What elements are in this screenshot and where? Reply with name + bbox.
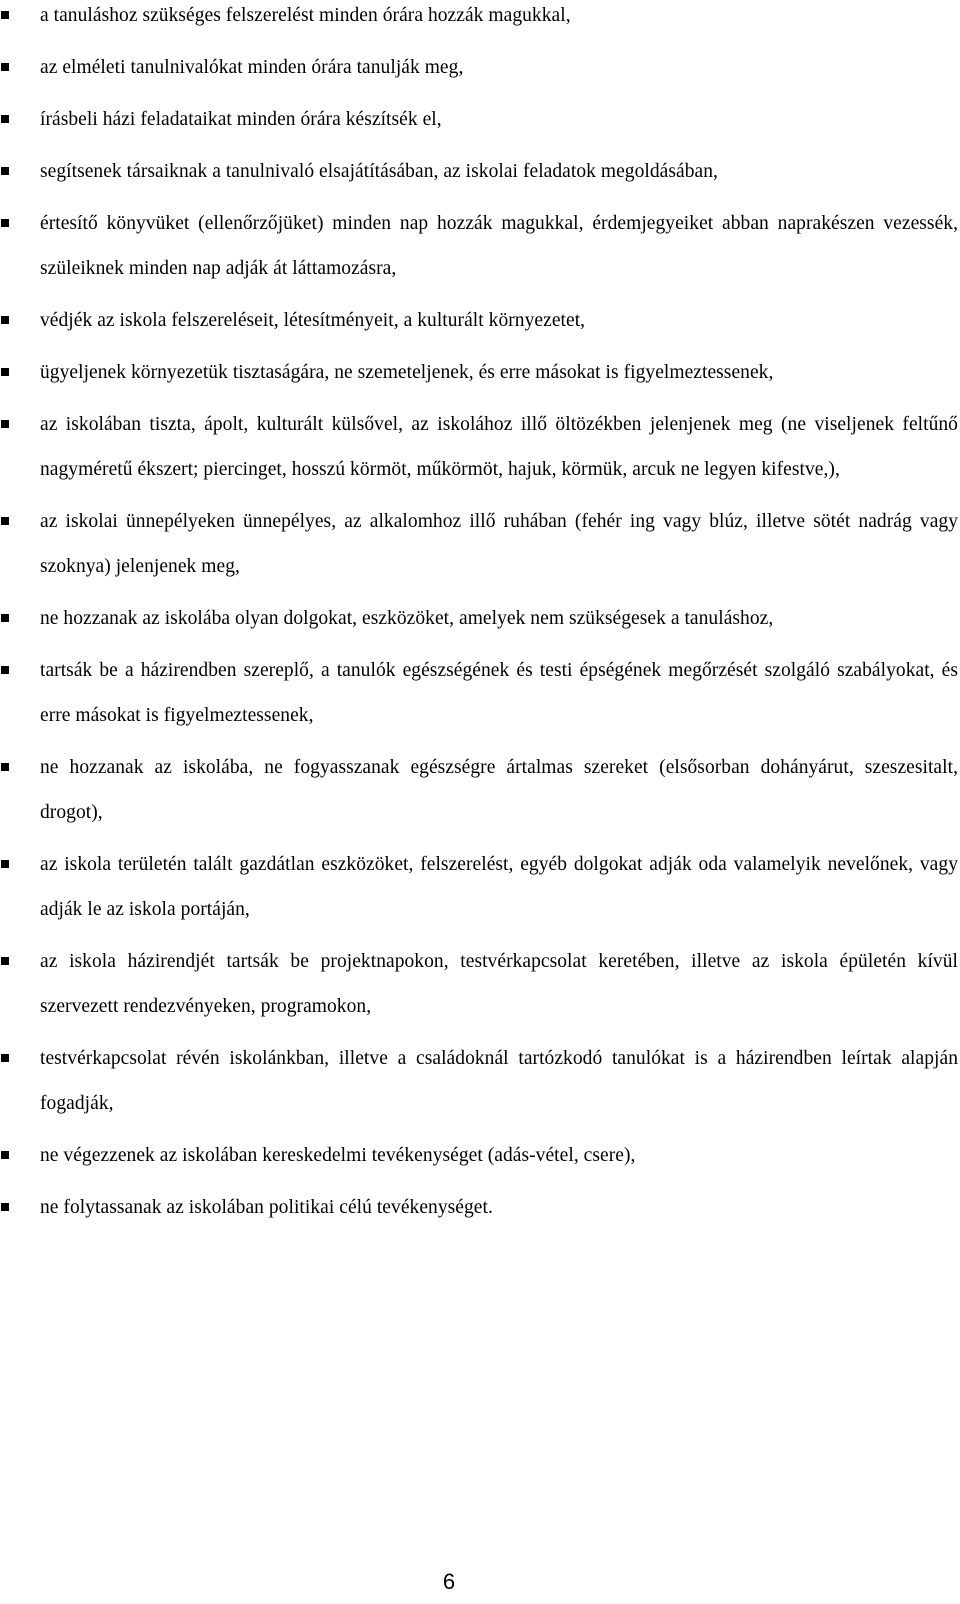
- list-item-text: írásbeli házi feladataikat minden órára készítsék el,: [40, 109, 442, 130]
- square-bullet-icon: [1, 11, 9, 19]
- square-bullet-icon: [1, 115, 9, 123]
- list-item: [0, 939, 958, 1029]
- list-item-text: az iskolában tiszta, ápolt, kulturált külsővel, az iskolához illő öltözékben jelenjenek meg (ne viseljenek feltűnő nagyméretű ékszert; piercinget, hosszú körmöt, műkörmöt, hajuk, körmük, arcuk ne legyen kifestve,),: [40, 414, 958, 480]
- list-item: [0, 350, 958, 395]
- list-item-text: ne végezzenek az iskolában kereskedelmi tevékenységet (adás-vétel, csere),: [40, 1145, 636, 1166]
- list-item: [0, 402, 958, 492]
- square-bullet-icon: [1, 368, 9, 376]
- list-item: [0, 149, 958, 194]
- list-item-text: ne hozzanak az iskolába olyan dolgokat, eszközöket, amelyek nem szükségesek a tanuláshoz,: [40, 608, 774, 629]
- square-bullet-icon: [1, 957, 9, 965]
- list-item: [0, 1133, 958, 1178]
- list-item: [0, 1036, 958, 1126]
- page-number: 6: [442, 1569, 456, 1594]
- list-item: [0, 596, 958, 641]
- list-item-text: védjék az iskola felszereléseit, létesítményeit, a kulturált környezetet,: [40, 310, 586, 331]
- list-item: [0, 499, 958, 589]
- list-item-text: segítsenek társaiknak a tanulnivaló elsajátításában, az iskolai feladatok megoldásában,: [40, 161, 718, 182]
- list-item: [0, 298, 958, 343]
- list-item-text: az elméleti tanulnivalókat minden órára tanulják meg,: [40, 57, 464, 78]
- square-bullet-icon: [1, 219, 9, 227]
- square-bullet-icon: [1, 860, 9, 868]
- square-bullet-icon: [1, 763, 9, 771]
- list-item-text: testvérkapcsolat révén iskolánkban, illetve a családoknál tartózkodó tanulókat is a házirendben leírtak alapján fogadják,: [40, 1048, 958, 1114]
- list-item-text: az iskola házirendjét tartsák be projektnapokon, testvérkapcsolat keretében, illetve az iskola épületén kívül szervezett rendezvényeken, programokon,: [40, 951, 958, 1017]
- list-item-text: ne folytassanak az iskolában politikai célú tevékenységet.: [40, 1197, 493, 1218]
- square-bullet-icon: [1, 666, 9, 674]
- list-item-text: a tanuláshoz szükséges felszerelést minden órára hozzák magukkal,: [40, 5, 571, 26]
- list-item: [0, 0, 958, 38]
- square-bullet-icon: [1, 167, 9, 175]
- list-item: [0, 201, 958, 291]
- list-item-text: az iskola területén talált gazdátlan eszközöket, felszerelést, egyéb dolgokat adják oda valamelyik nevelőnek, vagy adják le az iskola portáján,: [40, 854, 958, 920]
- list-item: [0, 745, 958, 835]
- list-item-text: az iskolai ünnepélyeken ünnepélyes, az alkalomhoz illő ruhában (fehér ing vagy blúz, illetve sötét nadrág vagy szoknya) jelenjenek meg,: [40, 511, 958, 577]
- list-item: [0, 648, 958, 738]
- square-bullet-icon: [1, 1203, 9, 1211]
- square-bullet-icon: [1, 316, 9, 324]
- list-item: [0, 97, 958, 142]
- square-bullet-icon: [1, 1151, 9, 1159]
- list-item-text: ne hozzanak az iskolába, ne fogyasszanak egészségre ártalmas szereket (elsősorban dohányárut, szeszesitalt, drogot),: [40, 757, 958, 823]
- square-bullet-icon: [1, 63, 9, 71]
- square-bullet-icon: [1, 614, 9, 622]
- list-item: [0, 45, 958, 90]
- square-bullet-icon: [1, 420, 9, 428]
- square-bullet-icon: [1, 1054, 9, 1062]
- list-item: [0, 1185, 958, 1230]
- list-item-text: ügyeljenek környezetük tisztaságára, ne szemeteljenek, és erre másokat is figyelmeztessenek,: [40, 362, 774, 383]
- list-item: [0, 842, 958, 932]
- list-item-text: tartsák be a házirendben szereplő, a tanulók egészségének és testi épségének megőrzését szolgáló szabályokat, és erre másokat is figyelmeztessenek,: [40, 660, 958, 726]
- square-bullet-icon: [1, 517, 9, 525]
- list-item-text: értesítő könyvüket (ellenőrzőjüket) minden nap hozzák magukkal, érdemjegyeiket abban naprakészen vezessék, szüleiknek minden nap adják át láttamozásra,: [40, 213, 958, 279]
